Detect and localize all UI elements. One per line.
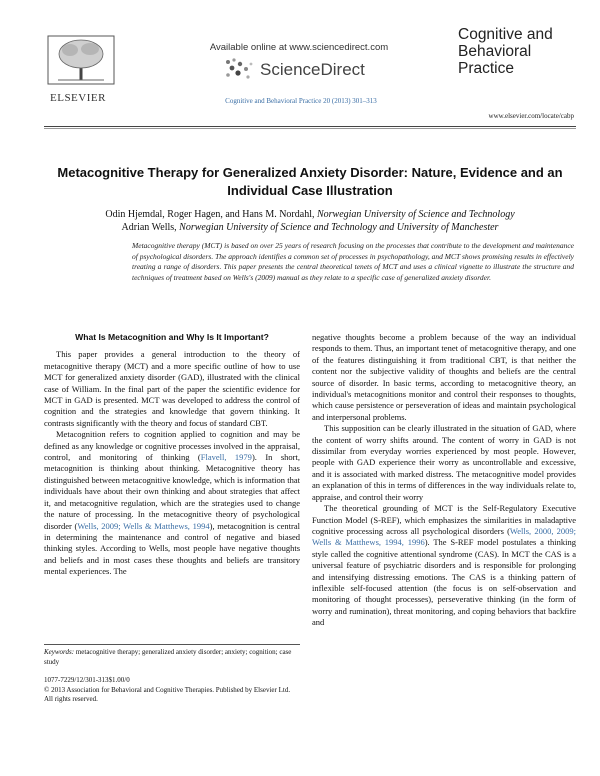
paragraph-5	[312, 503, 576, 628]
text-run: The theoretical grounding of MCT is the Self-Regulatory Executive Function Model (S-REF), which emphasizes the similarities in maladaptive cognitive processing across all psychological disorders (	[312, 503, 576, 536]
affiliation-1: Norwegian University of Science and Technology	[316, 209, 515, 220]
affiliation-2: Norwegian University of Science and Technology and University of Manchester	[179, 222, 499, 233]
copyright-notice: © 2013 Association for Behavioral and Cognitive Therapies. Published by Elsevier Ltd. All rights reserved.	[44, 685, 291, 703]
available-online-text: Available online at www.sciencedirect.com	[209, 42, 389, 53]
sciencedirect-logo	[222, 56, 382, 82]
paragraph-3: negative thoughts become a problem because of the way an individual responds to them. Thus, an important tenet of metacognitive therapy, and one of the features distinguishing it from traditional CBT, is that neither the content nor the subjective validity of thoughts and beliefs are the central source of disorder. In basic terms, according to metacognitive theory, an individual's metacognitions monitor and control their responses to thoughts, which cause persistence or perseveration of ideas and maintain psychological and interpersonal problems.	[312, 332, 576, 422]
copyright-block	[44, 676, 300, 705]
header-divider-thin	[44, 128, 576, 129]
left-column	[44, 332, 300, 578]
right-column	[312, 332, 576, 629]
journal-url[interactable]: www.elsevier.com/locate/cabp	[488, 112, 574, 120]
paragraph-2	[44, 429, 300, 577]
paragraph-4: This supposition can be clearly illustrated in the situation of GAD, where the content of worry shifts around. The content of worry in GAD is not dissimilar from everyday worries experienced by most people. However, people with GAD experience their worry as uncontrollable and excessive, and it is associated with marked distress. The metacognitive model provides an explanation of this in terms of differences in the way individuals relate to, appraise, and control their worry	[312, 423, 576, 502]
reference-link-wells-matthews[interactable]: Wells, 2000, 2009; Wells & Matthews, 1994, 1996	[312, 525, 576, 548]
reference-link-wells[interactable]: Wells, 2009; Wells & Matthews, 1994	[77, 520, 210, 531]
footnote-divider	[44, 644, 300, 645]
abstract: Metacognitive therapy (MCT) is based on over 25 years of research focusing on the processes that contribute to the development and maintenance of psychological disorders. The approach identifies a common set of processes in psychopathology, and MCT shows promising results in effectively treating a range of disorders. This paper presents the central theoretical tenets of MCT and uses a clinical vignette to illustrate the structure and techniques of treatment based on Wells's (2009) manual as they relate to a specific case of generalized anxiety disorder.	[132, 241, 574, 282]
article-code: 1077-7229/12/301-313$1.00/0	[44, 676, 130, 684]
text-run: Metacognition refers to cognition applied to cognition and may be defined as any knowledge or cognitive processes involved in the appraisal, control, and monitoring of thinking (	[44, 429, 300, 463]
section-heading: What Is Metacognition and Why Is It Important?	[75, 332, 269, 342]
authors-1: Odin Hjemdal, Roger Hagen, and Hans M. Nordahl,	[105, 209, 315, 220]
text-run: ). In short, metacognition is thinking about thinking. Metacognitive theory has distinguished between metacognitive knowledge, which is information that individuals have about their own thinking and about strategies that affect it, and metacognitive regulation, which are the strategies used to change the nature of processing. In the metacognitive theory of psychological disorder (	[44, 452, 300, 531]
reference-link-flavell[interactable]: Flavell, 1979	[200, 452, 252, 463]
text-run: ), metacognition is central in determining the maintenance and control of negative and biased thinking styles. According to Wells, most people have negative thoughts and beliefs and in most cases these thoughts and beliefs are transitory mental experiences. The	[44, 520, 300, 577]
elsevier-tree-logo	[46, 34, 116, 86]
keywords-label: Keywords:	[44, 648, 75, 656]
authors-2: Adrian Wells,	[121, 222, 177, 233]
header-divider	[44, 126, 576, 127]
journal-name: Cognitive and Behavioral Practice	[458, 26, 553, 77]
author-block	[44, 208, 576, 234]
text-run: ). The S-REF model postulates a thinking style called the cognitive attentional syndrome (CAS). In MCT the CAS is a universal feature of psychiatric disorders and is responsible for prolonging and intensifying distressing emotions. The CAS is a thinking pattern of inflexible self-focused attention (the focus is on self-observation and monitoring of thought processes), perseverative thinking (in the form of worry and rumination), threat monitoring, and coping behaviors that backfire and	[312, 537, 577, 628]
article-title: Metacognitive Therapy for Generalized Anxiety Disorder: Nature, Evidence and an Individual Case Illustration	[57, 165, 563, 198]
keywords	[44, 648, 300, 667]
paragraph-1: This paper provides a general introduction to the theory of metacognitive therapy (MCT) and a more specific outline of how to use MCT for generalized anxiety disorder (GAD), illustrated with the clinical case of William. In the final part of the paper the scientific evidence for MCT in GAD is presented. MCT was developed to address the control of cognition and the strategies and knowledge that govern thinking. It contrasts significantly with the theory and focus of standard CBT.	[44, 349, 300, 428]
sciencedirect-dots-icon	[222, 56, 256, 82]
journal-citation: Cognitive and Behavioral Practice 20 (2013) 301–313	[225, 97, 377, 105]
author-line-1	[44, 208, 576, 221]
publisher-name: ELSEVIER	[50, 92, 106, 104]
author-line-2	[44, 221, 576, 234]
sciencedirect-wordmark: ScienceDirect	[260, 60, 365, 79]
keywords-list: metacognitive therapy; generalized anxiety disorder; anxiety; cognition; case study	[44, 648, 292, 666]
